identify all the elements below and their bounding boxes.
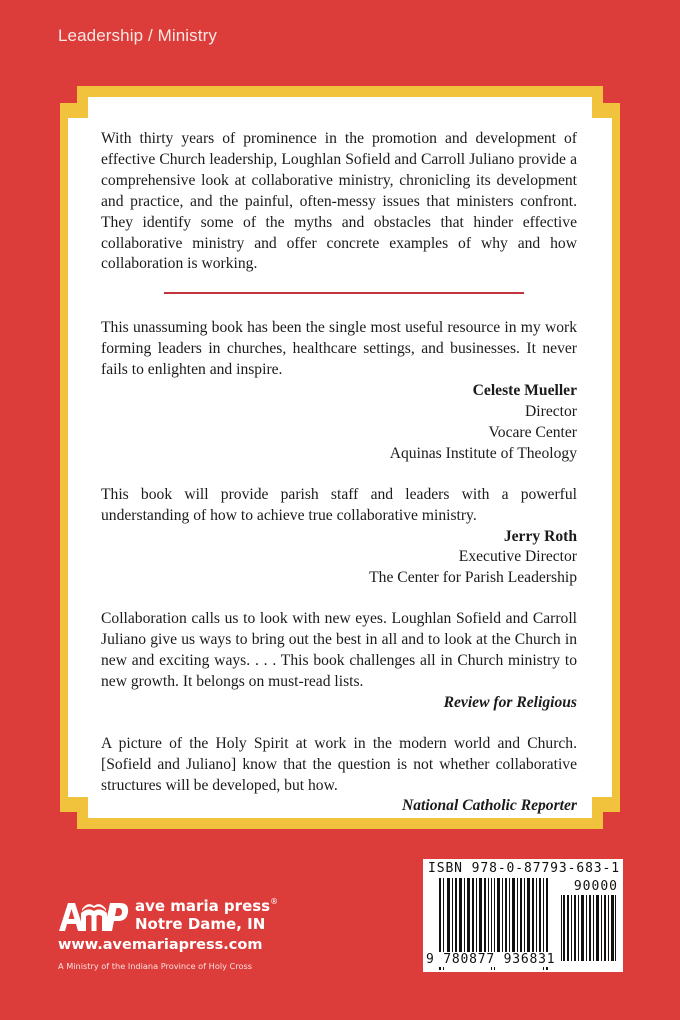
publisher-tagline: A Ministry of the Indiana Province of Holy Cross xyxy=(58,961,252,971)
amp-logo-icon xyxy=(58,895,130,931)
endorsement-2 xyxy=(101,485,577,590)
endorser-title: Director xyxy=(525,402,577,420)
barcode-addon-bars-icon xyxy=(561,895,617,961)
endorser-title: Executive Director xyxy=(458,548,577,566)
publisher-url[interactable]: www.avemariapress.com xyxy=(58,937,263,953)
endorsement-attribution xyxy=(101,527,577,590)
endorsement-source: Review for Religious xyxy=(443,693,577,711)
endorsement-text: Collaboration calls us to look with new eyes. Loughlan Sofield and Carroll Juliano give us ways to bring out the best in all and to look at the Church in new and exciting ways. . . . This book challenges all in Church ministry to new growth. It belongs on must-read lists. xyxy=(101,610,577,690)
endorsement-source: National Catholic Reporter xyxy=(401,797,577,815)
endorsement-attribution xyxy=(101,381,577,465)
endorsement-text: A picture of the Holy Spirit at work in the modern world and Church. [Sofield and Juliano] know that the question is not whether collaborative structures will be developed, but how. xyxy=(101,734,577,794)
endorser-org: Aquinas Institute of Theology xyxy=(389,444,577,462)
endorser-name: Jerry Roth xyxy=(503,527,577,545)
endorsement-1 xyxy=(101,318,577,464)
publisher-name-block xyxy=(135,893,278,933)
isbn-barcode xyxy=(423,859,623,972)
back-cover-content xyxy=(101,129,577,817)
endorsement-3 xyxy=(101,609,577,714)
publisher-location: Notre Dame, IN xyxy=(135,915,266,933)
divider-line xyxy=(164,292,524,294)
price-code: 90000 xyxy=(573,879,618,894)
endorsement-text: This unassuming book has been the single most useful resource in my work forming leaders in churches, healthcare settings, and businesses. It never fails to enlighten and inspire. xyxy=(101,319,577,379)
endorsement-attribution xyxy=(101,796,577,817)
endorsement-4 xyxy=(101,734,577,818)
registered-mark: ® xyxy=(270,897,279,906)
endorsement-attribution xyxy=(101,693,577,714)
endorser-name: Celeste Mueller xyxy=(472,382,577,400)
barcode-digits: 9 780877 936831 xyxy=(426,952,556,967)
category-label: Leadership / Ministry xyxy=(58,26,217,45)
isbn-label: ISBN 978-0-87793-683-1 xyxy=(428,861,620,876)
endorsement-text: This book will provide parish staff and leaders with a powerful understanding of how to achieve true collaborative ministry. xyxy=(101,485,577,524)
endorser-org: The Center for Parish Leadership xyxy=(369,569,577,587)
endorser-org: Vocare Center xyxy=(488,423,577,441)
publisher-name: ave maria press xyxy=(135,897,271,915)
book-description: With thirty years of prominence in the promotion and development of effective Church leadership, Loughlan Sofield and Carroll Juliano provide a comprehensive look at collaborative ministry, chronicling its development and practice, and the painful, often-messy issues that ministers confront. They identify some of the myths and obstacles that hinder effective collaborative ministry and offer concrete examples of why and how collaboration is working. xyxy=(101,130,577,273)
